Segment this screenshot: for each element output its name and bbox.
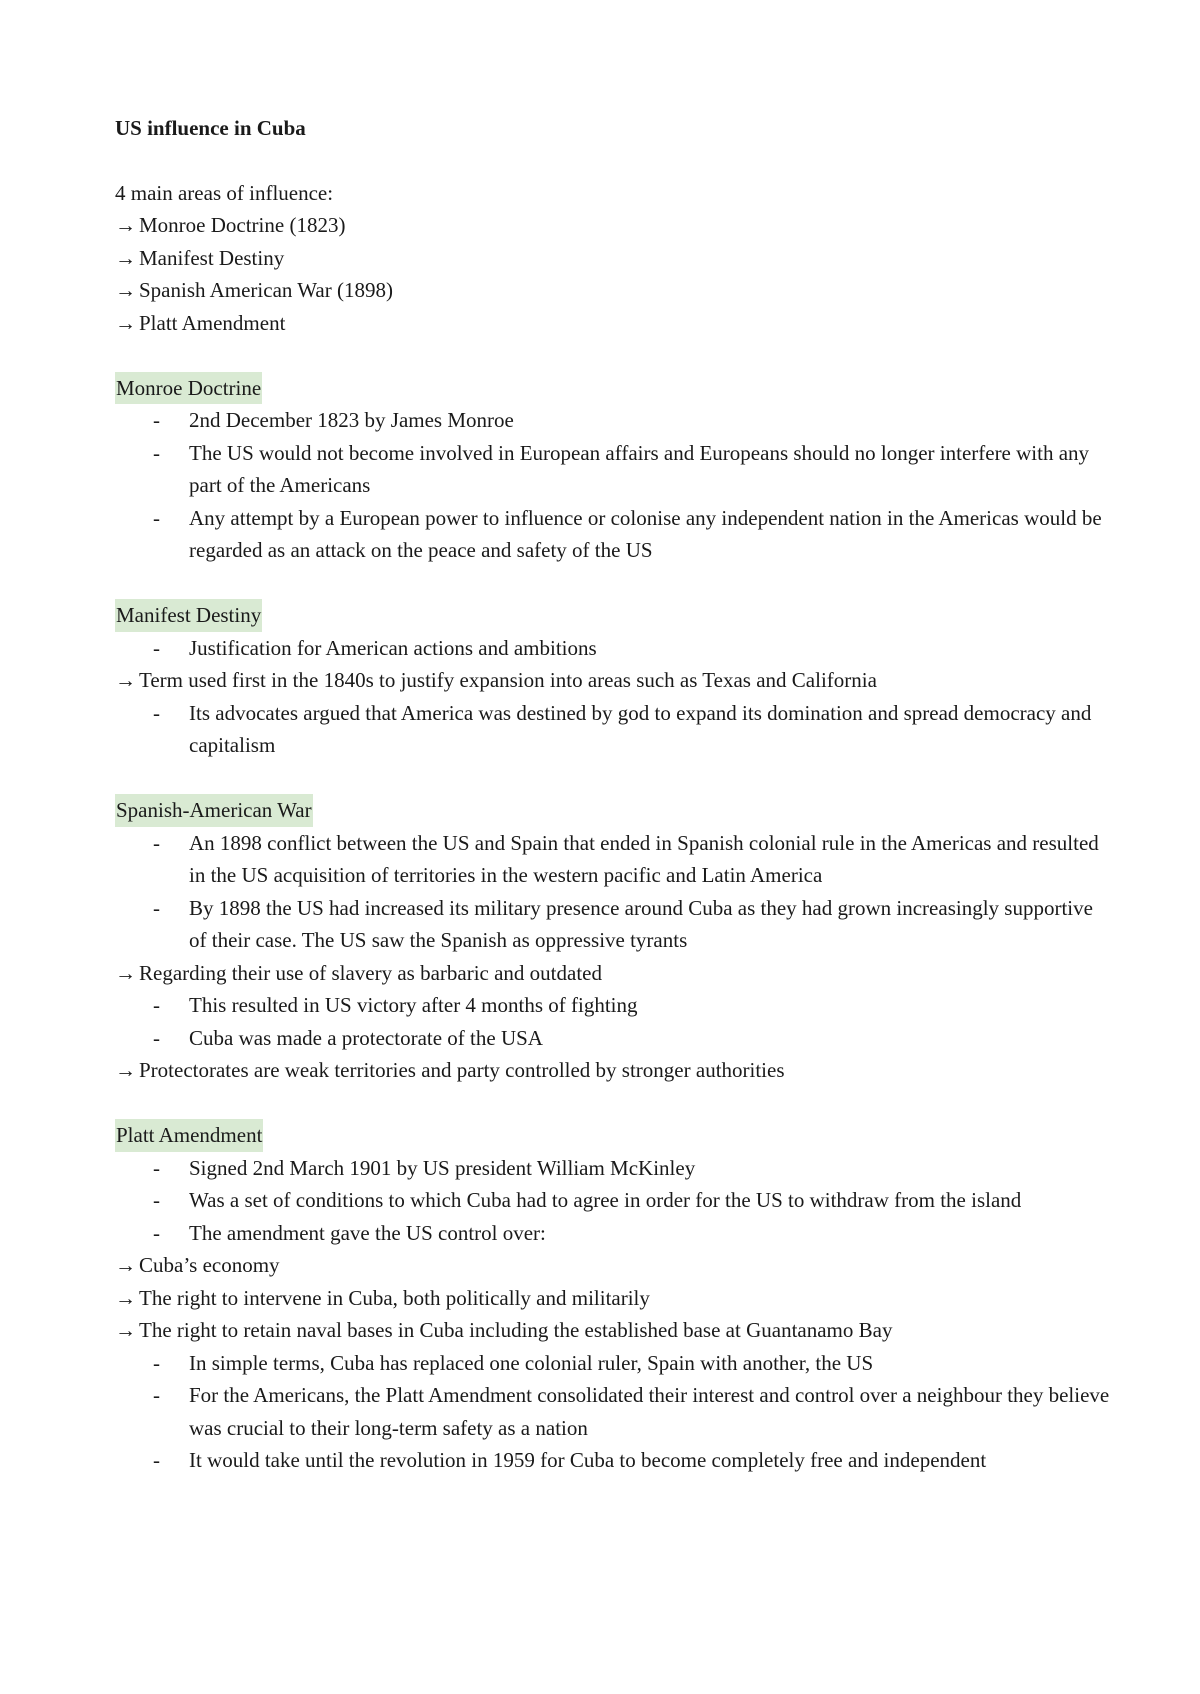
bullet-item: - Justification for American actions and ambitions <box>115 632 1110 665</box>
arrow-icon: → <box>115 960 136 985</box>
section-platt <box>115 1119 1110 1152</box>
bullet-item: - In simple terms, Cuba has replaced one colonial ruler, Spain with another, the US <box>115 1347 1110 1380</box>
dash-icon: - <box>153 1188 160 1212</box>
arrow-item: → Cuba’s economy <box>115 1249 1110 1282</box>
bullet-item: - An 1898 conflict between the US and Spain that ended in Spanish colonial rule in the Americas and resulted in the US acquisition of territories in the western pacific and Latin America <box>115 827 1110 892</box>
arrow-icon: → <box>115 310 136 335</box>
document-title: US influence in Cuba <box>115 116 306 140</box>
section-spanish <box>115 794 1110 827</box>
intro-item: → Manifest Destiny <box>115 242 1110 275</box>
section-heading-monroe: Monroe Doctrine <box>115 372 262 405</box>
dash-icon: - <box>153 830 160 855</box>
section-heading-manifest: Manifest Destiny <box>115 599 262 632</box>
section-heading-spanish: Spanish-American War <box>115 794 313 827</box>
spacer <box>115 762 1110 795</box>
bullet-item: - Cuba was made a protectorate of the USA <box>115 1022 1110 1055</box>
dash-icon: - <box>153 993 160 1017</box>
dash-icon: - <box>153 1025 160 1050</box>
arrow-icon: → <box>115 668 136 692</box>
arrow-item: → The right to intervene in Cuba, both politically and militarily <box>115 1282 1110 1315</box>
dash-icon: - <box>153 505 160 530</box>
arrow-item: → Term used first in the 1840s to justify expansion into areas such as Texas and California <box>115 664 1110 697</box>
arrow-icon: → <box>115 1318 136 1342</box>
bullet-item: - By 1898 the US had increased its military presence around Cuba as they had grown increasingly supportive of their case. The US saw the Spanish as oppressive tyrants <box>115 892 1110 957</box>
spacer <box>115 339 1110 372</box>
bullet-item: - This resulted in US victory after 4 months of fighting <box>115 989 1110 1022</box>
intro-item: → Spanish American War (1898) <box>115 274 1110 307</box>
dash-icon: - <box>153 440 160 465</box>
bullet-item: - Signed 2nd March 1901 by US president William McKinley <box>115 1152 1110 1185</box>
spacer <box>115 567 1110 600</box>
bullet-item: - The US would not become involved in European affairs and Europeans should no longer interfere with any part of the Americans <box>115 437 1110 502</box>
intro-item: → Monroe Doctrine (1823) <box>115 209 1110 242</box>
dash-icon: - <box>153 408 160 432</box>
intro-lead: 4 main areas of influence: <box>115 180 334 205</box>
arrow-icon: → <box>115 1058 136 1082</box>
bullet-item: - It would take until the revolution in 1959 for Cuba to become completely free and independent <box>115 1444 1110 1477</box>
dash-icon: - <box>153 1220 160 1245</box>
bullet-item: - For the Americans, the Platt Amendment consolidated their interest and control over a neighbour they believe was crucial to their long-term safety as a nation <box>115 1379 1110 1444</box>
bullet-item: - The amendment gave the US control over: <box>115 1217 1110 1250</box>
arrow-item: → The right to retain naval bases in Cuba including the established base at Guantanamo Bay <box>115 1314 1110 1347</box>
bullet-item: - Its advocates argued that America was destined by god to expand its domination and spread democracy and capitalism <box>115 697 1110 762</box>
dash-icon: - <box>153 1448 160 1472</box>
section-monroe <box>115 372 1110 405</box>
spacer <box>115 1087 1110 1120</box>
arrow-item: → Protectorates are weak territories and party controlled by stronger authorities <box>115 1054 1110 1087</box>
arrow-icon: → <box>115 278 136 302</box>
arrow-icon: → <box>115 1285 136 1310</box>
dash-icon: - <box>153 1350 160 1375</box>
intro-item: → Platt Amendment <box>115 307 1110 340</box>
dash-icon: - <box>153 700 160 725</box>
dash-icon: - <box>153 1383 160 1407</box>
arrow-icon: → <box>115 213 136 237</box>
bullet-item: - 2nd December 1823 by James Monroe <box>115 404 1110 437</box>
arrow-item: → Regarding their use of slavery as barbaric and outdated <box>115 957 1110 990</box>
arrow-icon: → <box>115 245 136 270</box>
section-manifest <box>115 599 1110 632</box>
dash-icon: - <box>153 1155 160 1180</box>
bullet-item: - Any attempt by a European power to influence or colonise any independent nation in the Americas would be regarded as an attack on the peace and safety of the US <box>115 502 1110 567</box>
section-heading-platt: Platt Amendment <box>115 1119 263 1152</box>
arrow-icon: → <box>115 1253 136 1277</box>
dash-icon: - <box>153 635 160 660</box>
bullet-item: - Was a set of conditions to which Cuba had to agree in order for the US to withdraw from the island <box>115 1184 1110 1217</box>
dash-icon: - <box>153 895 160 920</box>
